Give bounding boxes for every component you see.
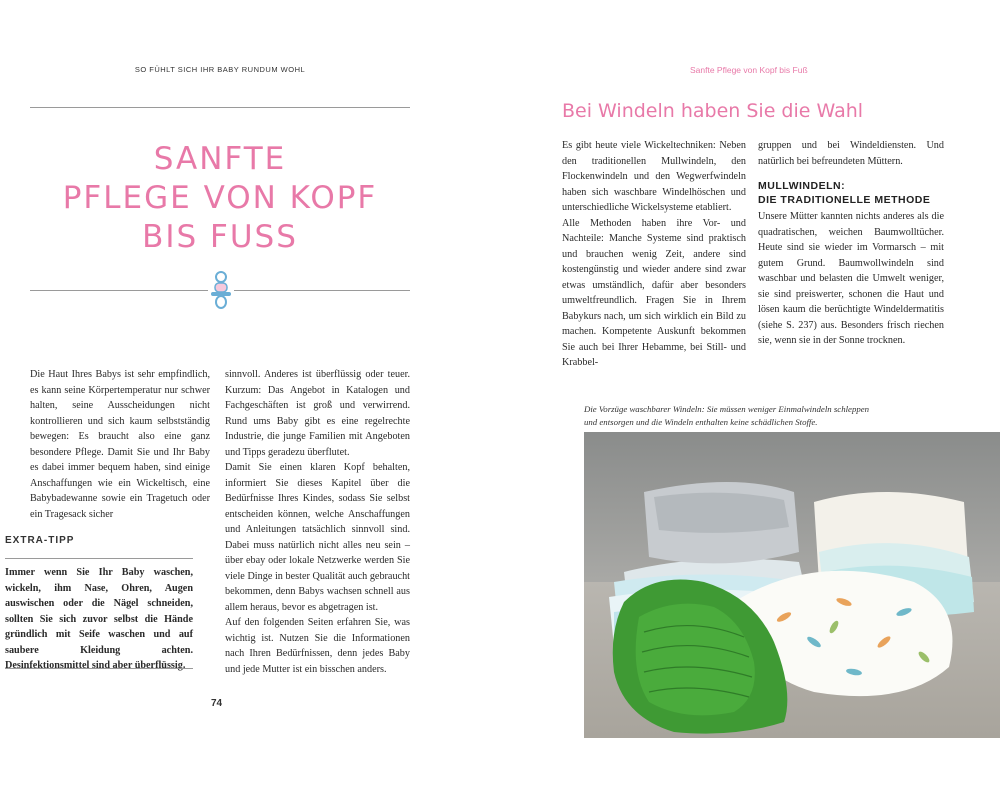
body-column-3 [562, 138, 746, 371]
pacifier-icon [208, 270, 234, 310]
paragraph: Die Haut Ihres Babys ist sehr empfindlich, es kann seine Körpertemperatur nur schwer halten, seine Ausscheidungen nicht kontrollieren und sich kaum selbstständig bewegen: Es braucht also eine ganz besondere Pflege. Damit Sie und Ihr Baby es dabei immer bequem haben, sind einige Anschaffungen wie ein Wickeltisch, eine Babybadewanne sowie ein Tragetuch oder ein Tragesack sicher [30, 369, 210, 520]
paragraph: sinnvoll. Anderes ist überflüssig oder teuer. Kurzum: Das Angebot in Katalogen und Fachgeschäften ist groß und verwirrend. Rund ums Baby gibt es eine regelrechte Industrie, die junge Familien mit Angeboten und Tipps geradezu überflutet. [225, 369, 410, 458]
tip-text: Immer wenn Sie Ihr Baby waschen, wickeln, ihm Nase, Ohren, Augen auswischen oder die Nägel schneiden, sollten Sie sich zuvor selbst die Hände gründlich mit Seife waschen und auf saubere Kleidung achten. Desinfektionsmittel sind aber überflüssig. [5, 567, 193, 671]
paragraph: Auf den folgenden Seiten erfahren Sie, was wichtig ist. Nutzen Sie die Informationen nach Ihren Bedürfnissen, denn jedes Baby und jede Mutter ist ein bisschen anders. [225, 617, 410, 675]
paragraph: Unsere Mütter kannten nichts anderes als die quadratischen, weichen Baumwolltücher. Heute sind sie wieder im Vormarsch – mit gutem Grund. Baumwollwindeln sind waschbar und belasten die Umwelt weniger, sie sind preiswerter, schonen die Haut und lösen kaum die berüchtigte Windeldermatitis (siehe S. 237) aus. Besonders frisch riechen sie, wenn sie in der Sonne trocknen. [758, 211, 944, 346]
body-column-1 [30, 367, 210, 522]
sub-heading: MULLWINDELN: DIE TRADITIONELLE METHODE [758, 180, 931, 206]
body-column-2 [225, 367, 410, 677]
diapers-photo [584, 432, 1000, 738]
tip-title: EXTRA-TIPP [5, 535, 75, 546]
paragraph: Damit Sie einen klaren Kopf behalten, informiert Sie dieses Kapitel über die Bedürfnisse Ihres Kindes, sodass Sie selbst entscheiden können, welche Anschaffungen und Anleitungen tatsächlich sinnvoll sind. Dabei muss natürlich nicht alles neu sein – über ebay oder lokale Netzwerke werden Sie viele Dinge in bester Qualität auch gebraucht bekommen, denn Babys wachsen schnell aus allem heraus, bevor es abgetragen ist. [225, 462, 410, 613]
running-head-left: SO FÜHLT SICH IHR BABY RUNDUM WOHL [134, 65, 306, 74]
chapter-title: SANFTE PFLEGE VON KOPF BIS FUSS [62, 141, 378, 255]
tip-divider [5, 558, 193, 559]
section-title: Bei Windeln haben Sie die Wahl [562, 100, 864, 122]
page-number: 74 [211, 698, 223, 709]
body-column-4 [758, 138, 944, 349]
tip-divider-bottom [5, 668, 193, 669]
paragraph: Es gibt heute viele Wickeltechniken: Neben den traditionellen Mullwindeln, den Flockenwindeln und den Wegwerfwindeln haben sich waschbare Windelhöschen und unterschiedliche Wickelsysteme etabliert. [562, 140, 746, 213]
photo-caption: Die Vorzüge waschbarer Windeln: Sie müssen weniger Einmalwindeln schleppen und entsorgen und die Windeln enthalten keine schädlichen Stoffe. [584, 404, 870, 427]
paragraph: Alle Methoden haben ihre Vor- und Nachteile: Manche Systeme sind praktisch und brauchen wenig Zeit, andere sind kostengünstig und wieder andere sind zwar etwas umständlich, dafür aber besonders umweltfreundlich. Fragen Sie in Ihrem Babykurs nach, um sich wirklich ein Bild zu machen. Kompetente Auskunft bekommen Sie auch bei Ihrer Hebamme, bei Still- und Krabbel- [562, 217, 746, 368]
running-head-right: Sanfte Pflege von Kopf bis Fuß [690, 65, 808, 75]
divider-top [30, 107, 410, 108]
paragraph: gruppen und bei Windeldiensten. Und natürlich bei befreundeten Müttern. [758, 140, 944, 167]
